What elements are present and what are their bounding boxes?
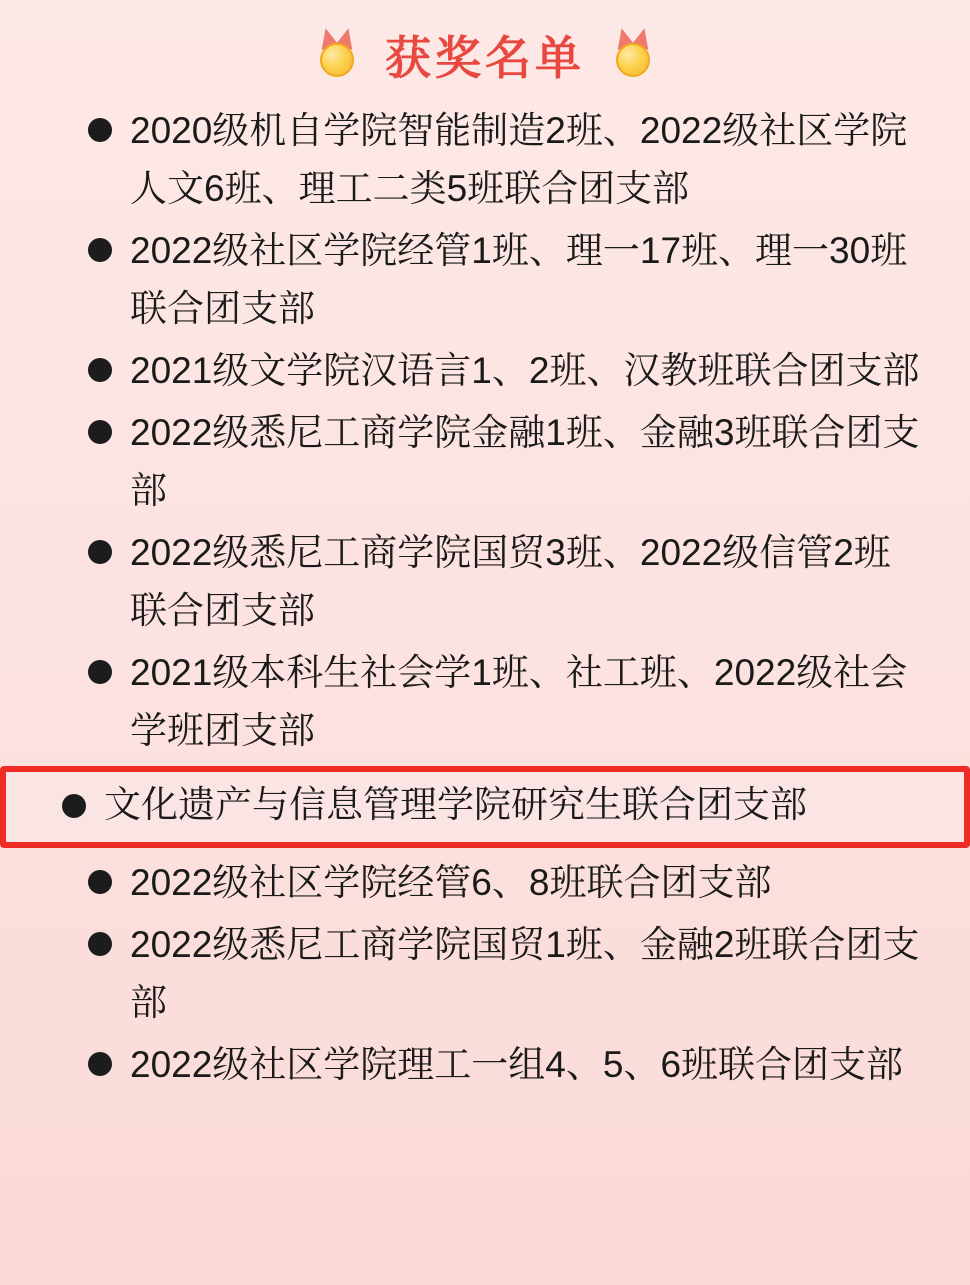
list-item bbox=[26, 222, 944, 338]
list-item-label: 2022级悉尼工商学院国贸3班、2022级信管2班联合团支部 bbox=[130, 532, 891, 631]
list-item-label: 文化遗产与信息管理学院研究生联合团支部 bbox=[104, 784, 807, 825]
bullet-icon bbox=[88, 932, 112, 956]
medal-icon-left bbox=[315, 28, 359, 82]
award-list bbox=[0, 98, 970, 1094]
list-item-label: 2021级本科生社会学1班、社工班、2022级社会学班团支部 bbox=[130, 652, 908, 751]
bullet-icon bbox=[62, 794, 86, 818]
bullet-icon bbox=[88, 420, 112, 444]
list-item bbox=[26, 1036, 944, 1094]
bullet-icon bbox=[88, 660, 112, 684]
list-item bbox=[26, 342, 944, 400]
medal-icon-right bbox=[611, 28, 655, 82]
list-item-label: 2020级机自学院智能制造2班、2022级社区学院人文6班、理工二类5班联合团支部 bbox=[130, 110, 908, 209]
list-item-label: 2021级文学院汉语言1、2班、汉教班联合团支部 bbox=[130, 350, 920, 391]
bullet-icon bbox=[88, 118, 112, 142]
list-item bbox=[26, 916, 944, 1032]
page-title: 获奖名单 bbox=[385, 32, 585, 84]
bullet-icon bbox=[88, 358, 112, 382]
list-item-label: 2022级社区学院经管6、8班联合团支部 bbox=[130, 862, 772, 903]
bullet-icon bbox=[88, 238, 112, 262]
list-item-label: 2022级社区学院理工一组4、5、6班联合团支部 bbox=[130, 1044, 904, 1085]
list-item-label: 2022级悉尼工商学院国贸1班、金融2班联合团支部 bbox=[130, 924, 920, 1023]
list-item bbox=[26, 404, 944, 520]
page-header bbox=[0, 0, 970, 98]
list-item-label: 2022级社区学院经管1班、理一17班、理一30班联合团支部 bbox=[130, 230, 908, 329]
list-item bbox=[26, 644, 944, 760]
bullet-icon bbox=[88, 1052, 112, 1076]
list-item-highlighted bbox=[0, 766, 970, 848]
bullet-icon bbox=[88, 870, 112, 894]
list-item bbox=[26, 102, 944, 218]
list-item bbox=[26, 854, 944, 912]
bullet-icon bbox=[88, 540, 112, 564]
list-item-label: 2022级悉尼工商学院金融1班、金融3班联合团支部 bbox=[130, 412, 920, 511]
list-item bbox=[26, 524, 944, 640]
